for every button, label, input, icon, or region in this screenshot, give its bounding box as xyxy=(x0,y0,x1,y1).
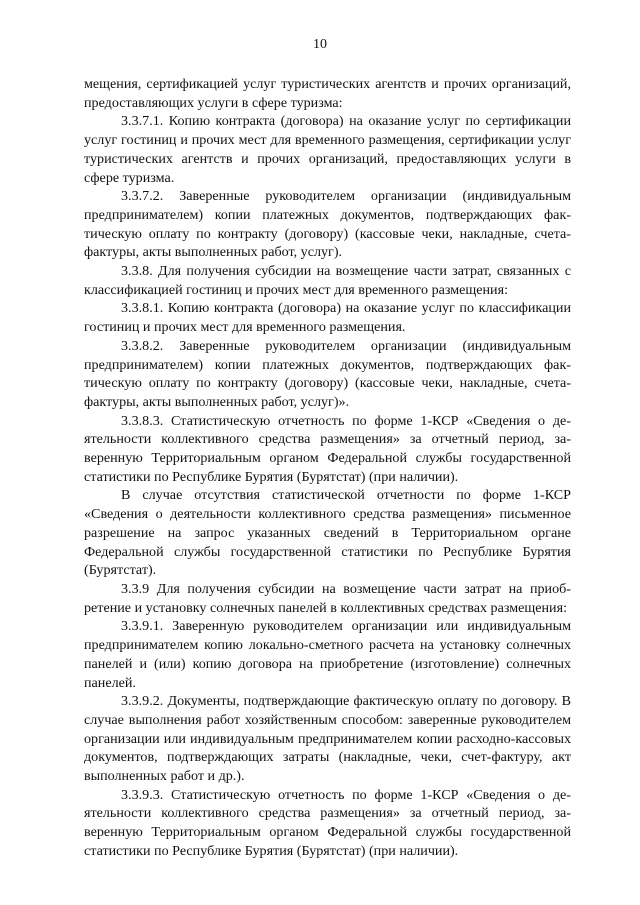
paragraph-3-3-8-1: 3.3.8.1. Копию контракта (договора) на оказание услуг по классификации гостиниц и прочих мест для временного размещения. xyxy=(84,300,571,336)
page-number: 10 xyxy=(313,37,327,52)
paragraph-3-3-8: 3.3.8. Для получения субсидии на возмещение части затрат, связанных с классификацией гостиниц и прочих мест для временного размещения: xyxy=(84,263,571,298)
paragraph-3-3-9-3: 3.3.9.3. Статистическую отчетность по форме 1-КСР «Сведения о деятельности коллективного средства размещения» за отчетный период, заверенную Территориальным органом Федеральной службы государственной статистики по Республике Бурятия (Бурятстат) (при наличии). xyxy=(84,786,571,859)
paragraph-3-3-9-2: 3.3.9.2. Документы, подтверждающие фактическую оплату по договору. В случае выполнения работ хозяйственным способом: заверенные руководителем организации или индивидуальным предпринимателем копии расходно-кассовых документов, подтверждающих затраты (накладные, чеки, счет-фактуру, акт выполненных работ и др.). xyxy=(84,693,571,785)
document-body xyxy=(84,75,571,861)
paragraph-continuation: мещения, сертификацией услуг туристических агентств и прочих организаций, предоставляющих услуги в сфере туризма: xyxy=(84,76,571,111)
paragraph-3-3-7-1: 3.3.7.1. Копию контракта (договора) на оказание услуг по сертификации услуг гостиниц и прочих мест для временного размещения, сертификации услуг туристических агентств и прочих организаций, предоставляющих услуги в сфере туризма. xyxy=(84,113,571,186)
paragraph-3-3-8-3: 3.3.8.3. Статистическую отчетность по форме 1-КСР «Сведения о деятельности коллективного средства размещения» за отчетный период, заверенную Территориальным органом Федеральной службы государственной статистики по Республике Бурятия (Бурятстат) (при наличии). xyxy=(84,412,571,485)
paragraph-3-3-8-2: 3.3.8.2. Заверенные руководителем организации (индивидуальным предпринимателем) копии платежных документов, подтверждающих фактическую оплату по контракту (договору) (кассовые чеки, накладные, счета-фактуры, акты выполненных работ, услуг)». xyxy=(84,337,571,410)
paragraph-absence-case: В случае отсутствия статистической отчетности по форме 1-КСР «Сведения о деятельности коллективного средства размещения» письменное разрешение на запрос указанных сведений в Территориальном органе Федеральной службы государственной статистики по Республике Бурятия (Бурятстат). xyxy=(84,487,571,579)
paragraph-3-3-7-2: 3.3.7.2. Заверенные руководителем организации (индивидуальным предпринимателем) копии платежных документов, подтверждающих фактическую оплату по контракту (договору) (кассовые чеки, накладные, счета-фактуры, акты выполненных работ, услуг). xyxy=(84,188,571,261)
paragraph-3-3-9-1: 3.3.9.1. Заверенную руководителем организации или индивидуальным предпринимателем копию локально-сметного расчета на установку солнечных панелей и (или) копию договора на приобретение (изготовление) солнечных панелей. xyxy=(84,618,571,691)
paragraph-3-3-9: 3.3.9 Для получения субсидии на возмещение части затрат на приобретение и установку солнечных панелей в коллективных средствах размещения: xyxy=(84,580,571,616)
